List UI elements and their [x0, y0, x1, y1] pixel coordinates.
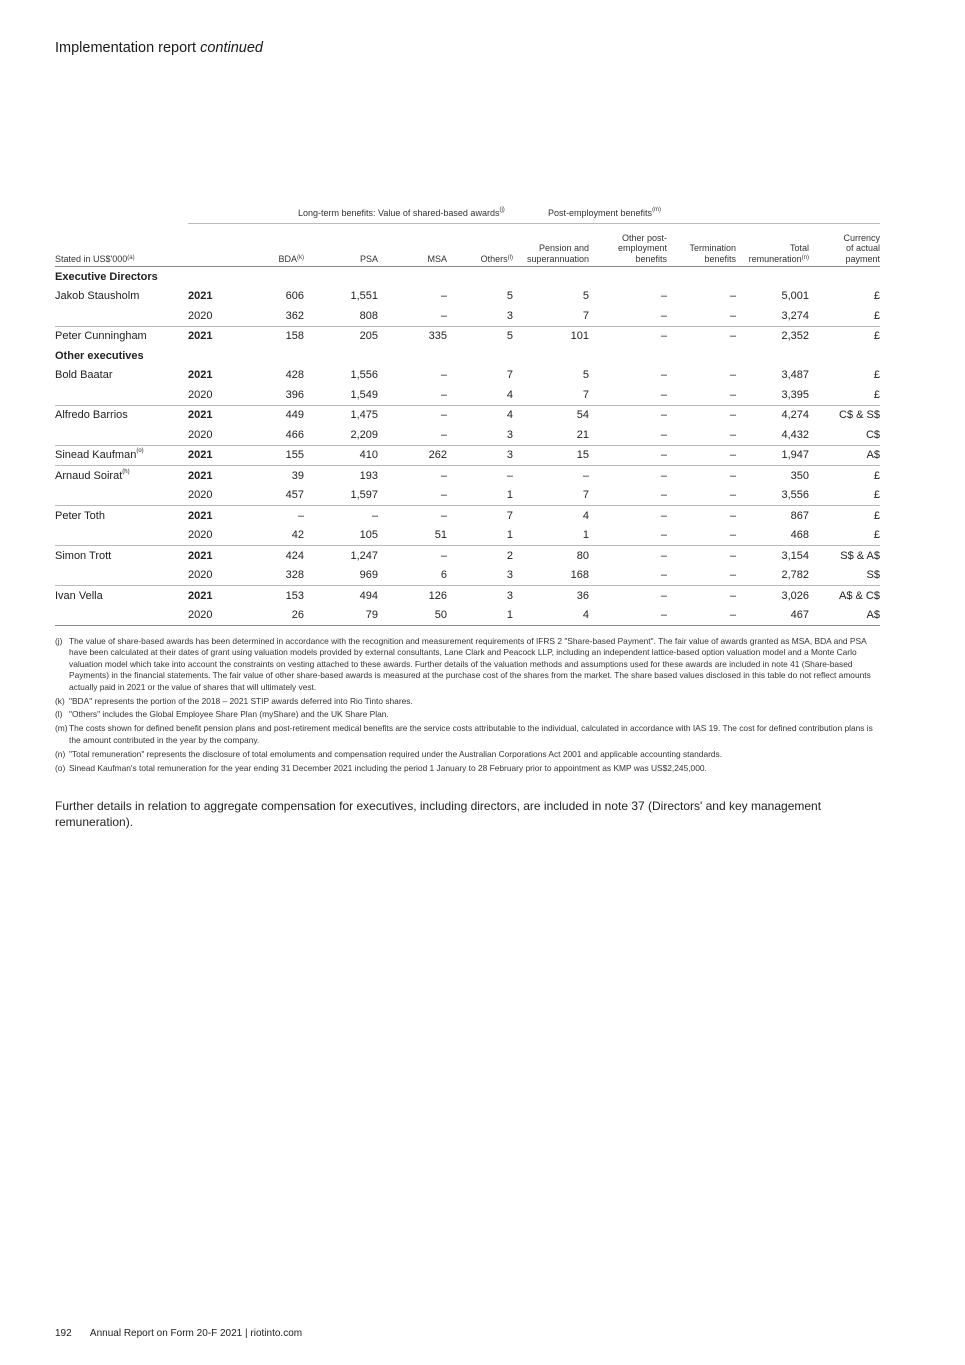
- cell-others: 4: [447, 405, 513, 425]
- cell-bda: 457: [285, 489, 304, 502]
- executive-name: Peter Toth: [55, 509, 105, 522]
- cell-currency: £: [873, 309, 880, 322]
- table-row: [55, 606, 880, 626]
- cell-others: 4: [506, 388, 513, 401]
- cell-term: –: [729, 428, 736, 441]
- cell-msa: 126: [378, 586, 447, 606]
- cell-others: 3: [447, 586, 513, 606]
- cell-currency: £: [809, 506, 880, 526]
- footnote-text: Sinead Kaufman's total remuneration for the year ending 31 December 2021 including the period 1 January to 28 February prior to appointment as KMP was US$2,245,000.: [69, 762, 707, 773]
- cell-msa: –: [440, 489, 447, 502]
- cell-opeb: –: [589, 405, 667, 425]
- cell-year: 2021: [188, 369, 213, 382]
- table-row: [55, 326, 880, 346]
- cell-psa: 1,556: [350, 369, 378, 382]
- cell-year: 2020: [188, 388, 213, 401]
- cell-pension: 54: [513, 405, 589, 425]
- cell-pension: 36: [513, 586, 589, 606]
- cell-bda: 396: [285, 388, 304, 401]
- cell-currency: A$: [809, 606, 880, 626]
- cell-term: –: [729, 388, 736, 401]
- cell-bda: 26: [242, 606, 304, 626]
- cell-currency: £: [873, 290, 880, 303]
- cell-pension: 5: [582, 369, 589, 382]
- cell-msa: –: [440, 309, 447, 322]
- col-header-other-post-employment: [589, 228, 667, 267]
- cell-others: 1: [506, 489, 513, 502]
- footnote-text: "BDA" represents the portion of the 2018 – 2021 STIP awards deferred into Rio Tinto shares.: [69, 695, 413, 706]
- cell-term: –: [729, 569, 736, 582]
- cell-term: –: [667, 546, 736, 566]
- cell-msa: –: [378, 506, 447, 526]
- col-header-others-label: Others: [480, 253, 508, 264]
- group-header-rule: [188, 223, 880, 224]
- cell-term: –: [667, 445, 736, 466]
- section-row: [55, 346, 880, 366]
- cell-others: 3: [506, 569, 513, 582]
- cell-bda: 328: [285, 569, 304, 582]
- footnote-text: The costs shown for defined benefit pension plans and post-retirement medical benefits are the service costs attributable to the individual, calculated in accordance with IAS 19. The cost for defined contribution plans is the amount contributed in the year by the company.: [69, 723, 873, 745]
- table-row: [55, 445, 880, 466]
- group-header-post-employment-note: (m): [652, 207, 662, 213]
- executive-name: Bold Baatar: [55, 369, 113, 382]
- cell-name: [55, 366, 188, 386]
- cell-others: 2: [447, 546, 513, 566]
- cell-bda: 424: [242, 546, 304, 566]
- cell-opeb: –: [660, 428, 667, 441]
- col-header-msa: MSA: [378, 228, 447, 267]
- col-header-currency-line3: payment: [845, 253, 880, 264]
- cell-name: [55, 385, 188, 405]
- executive-name: Jakob Stausholm: [55, 290, 140, 303]
- executive-name: Sinead Kaufman: [55, 449, 137, 462]
- col-header-pension-line2: superannuation: [526, 253, 589, 264]
- cell-total: 2,782: [781, 569, 809, 582]
- cell-others: 5: [447, 326, 513, 346]
- cell-term: –: [729, 290, 736, 303]
- page-number: 192: [55, 1328, 72, 1339]
- cell-year: 2021: [188, 506, 242, 526]
- cell-total: 3,556: [781, 489, 809, 502]
- closing-paragraph: Further details in relation to aggregate compensation for executives, including directors, are included in note 37 (Directors' and key management remuneration).: [55, 799, 822, 829]
- cell-msa: 50: [378, 606, 447, 626]
- footnote-text: "Total remuneration" represents the disclosure of total emoluments and compensation required under the Australian Corporations Act 2001 and applicable accounting standards.: [69, 748, 723, 759]
- cell-currency: £: [809, 326, 880, 346]
- col-header-opeb-line2: employment: [617, 243, 667, 253]
- cell-bda: 428: [285, 369, 304, 382]
- cell-psa: 1,549: [350, 388, 378, 401]
- cell-year: 2020: [188, 529, 213, 542]
- cell-bda: 606: [285, 290, 304, 303]
- cell-name: [55, 445, 188, 466]
- page-title: [55, 40, 263, 56]
- table-row: [55, 366, 880, 386]
- cell-year: 2021: [188, 586, 242, 606]
- cell-currency: A$ & C$: [809, 586, 880, 606]
- col-header-currency-line1: Currency: [843, 232, 880, 243]
- col-header-opeb-line1: Other post-: [621, 232, 667, 243]
- cell-pension: 5: [582, 290, 589, 303]
- cell-pension: 1: [582, 529, 589, 542]
- cell-term: –: [667, 586, 736, 606]
- col-header-stated-label: Stated in US$'000: [55, 253, 128, 264]
- cell-msa: –: [440, 428, 447, 441]
- cell-psa: 1,551: [350, 290, 378, 303]
- cell-opeb: –: [589, 445, 667, 466]
- footnote: [55, 723, 881, 746]
- col-header-total-note: (n): [801, 254, 809, 261]
- col-header-termination: [667, 228, 736, 267]
- cell-psa: 969: [359, 569, 378, 582]
- table-row: [55, 526, 880, 546]
- table-row: [55, 546, 880, 566]
- section-label: Other executives: [55, 349, 144, 362]
- cell-opeb: –: [589, 326, 667, 346]
- col-header-bda-note: (k): [297, 254, 304, 261]
- cell-year: 2020: [188, 606, 242, 626]
- footnote-mark: (j): [55, 636, 63, 646]
- footnote: [55, 696, 881, 707]
- cell-others: 7: [447, 506, 513, 526]
- cell-opeb: –: [660, 529, 667, 542]
- cell-opeb: –: [660, 369, 667, 382]
- col-header-opeb-line3: benefits: [635, 253, 667, 264]
- cell-others: 3: [506, 309, 513, 322]
- cell-others: 1: [506, 529, 513, 542]
- cell-currency: £: [873, 369, 880, 382]
- col-header-others: [447, 228, 513, 267]
- group-header-long-term: [298, 208, 505, 218]
- cell-year: 2020: [188, 569, 213, 582]
- col-header-bda: [242, 228, 304, 267]
- cell-currency: S$: [866, 569, 880, 582]
- table-row: [55, 306, 880, 326]
- cell-opeb: –: [660, 290, 667, 303]
- cell-pension: 80: [513, 546, 589, 566]
- col-header-stated: [55, 228, 188, 267]
- col-header-psa: PSA: [304, 228, 378, 267]
- cell-msa: 262: [378, 445, 447, 466]
- cell-total: 4,274: [736, 405, 809, 425]
- cell-opeb: –: [660, 489, 667, 502]
- cell-currency: C$ & S$: [809, 405, 880, 425]
- table-row: [55, 466, 880, 486]
- cell-name: [55, 506, 188, 526]
- cell-bda: 42: [291, 529, 304, 542]
- cell-bda: 158: [242, 326, 304, 346]
- cell-others: –: [447, 466, 513, 486]
- footnote-mark: (l): [55, 709, 63, 720]
- group-header-post-employment-label: Post-employment benefits: [548, 208, 653, 218]
- cell-others: 7: [506, 369, 513, 382]
- cell-term: –: [729, 489, 736, 502]
- cell-term: –: [667, 466, 736, 486]
- section-row: [55, 267, 880, 287]
- page-footer: [55, 1328, 302, 1339]
- table-row: [55, 425, 880, 445]
- executive-name: Ivan Vella: [55, 589, 103, 602]
- cell-msa: –: [378, 405, 447, 425]
- cell-others: 3: [506, 428, 513, 441]
- cell-total: 3,274: [781, 309, 809, 322]
- cell-others: 1: [447, 606, 513, 626]
- cell-psa: 193: [304, 466, 378, 486]
- footer-site: riotinto.com: [250, 1328, 303, 1339]
- footnote-text: The value of share-based awards has been determined in accordance with the recognition and measurement requirements of IFRS 2 "Share-based Payment". The fair value of awards granted as MSA, BDA and PSA have been calculated at their dates of grant using valuation models provided by external consultants, Lane Clark and Peacock LLP, including an independent lattice-based option valuation model and a Monte Carlo valuation model which take into account the constraints on vesting attached to these awards. Further details of the valuation methods and assumptions used for these awards are included in note 41 (Share-based Payments) in the financial statements. The fair value of other share-based awards is measured at the purchase cost of the shares from the market. The share based values disclosed in this table do not reflect amounts actually paid in 2021 or the value of shares that will ultimately vest.: [69, 636, 871, 692]
- cell-msa: 51: [434, 529, 447, 542]
- table-row: [55, 506, 880, 526]
- cell-currency: £: [873, 489, 880, 502]
- footnote-mark: (n): [55, 748, 66, 759]
- cell-pension: 168: [570, 569, 589, 582]
- cell-name: [55, 466, 188, 486]
- cell-psa: 205: [304, 326, 378, 346]
- table-body: [55, 267, 880, 626]
- cell-pension: 7: [582, 489, 589, 502]
- cell-term: –: [729, 309, 736, 322]
- table-row: [55, 385, 880, 405]
- cell-pension: 101: [513, 326, 589, 346]
- cell-year: 2021: [188, 290, 213, 303]
- cell-msa: 335: [378, 326, 447, 346]
- col-header-term-line1: Termination: [689, 243, 736, 253]
- cell-currency: A$: [809, 445, 880, 466]
- cell-total: 467: [736, 606, 809, 626]
- cell-msa: –: [440, 369, 447, 382]
- cell-opeb: –: [589, 606, 667, 626]
- cell-year: 2020: [188, 309, 213, 322]
- cell-term: –: [729, 369, 736, 382]
- cell-bda: 466: [285, 428, 304, 441]
- table-row: [55, 405, 880, 425]
- table-row: [55, 486, 880, 506]
- group-header-long-term-label: Long-term benefits: Value of shared-based awards: [298, 208, 500, 218]
- cell-psa: 808: [359, 309, 378, 322]
- executive-name: Simon Trott: [55, 549, 112, 562]
- cell-opeb: –: [589, 546, 667, 566]
- cell-psa: 105: [359, 529, 378, 542]
- cell-pension: 21: [576, 428, 589, 441]
- cell-others: 3: [447, 445, 513, 466]
- table-header-row: [55, 228, 880, 267]
- cell-year: 2020: [188, 428, 213, 441]
- cell-total: 468: [790, 529, 809, 542]
- cell-bda: 449: [242, 405, 304, 425]
- cell-term: –: [667, 506, 736, 526]
- cell-name: [55, 326, 188, 346]
- col-header-stated-note: (a): [127, 254, 135, 261]
- cell-term: –: [667, 326, 736, 346]
- cell-currency: C$: [865, 428, 880, 441]
- footnote-mark: (o): [55, 762, 66, 773]
- cell-pension: 4: [513, 506, 589, 526]
- cell-name: [55, 287, 188, 307]
- col-header-pension: [513, 228, 589, 267]
- cell-opeb: –: [589, 506, 667, 526]
- remuneration-table: [55, 228, 880, 626]
- cell-msa: 6: [440, 569, 447, 582]
- footnote-mark: (k): [55, 695, 65, 706]
- cell-opeb: –: [660, 388, 667, 401]
- cell-total: 3,487: [781, 369, 809, 382]
- cell-psa: 79: [304, 606, 378, 626]
- cell-total: 350: [736, 466, 809, 486]
- col-header-others-note: (l): [507, 254, 513, 261]
- executive-name-note: (h): [122, 468, 130, 475]
- cell-name: [55, 566, 188, 586]
- cell-total: 4,432: [781, 428, 809, 441]
- page-title-suffix: continued: [200, 40, 263, 56]
- cell-year: 2021: [188, 466, 242, 486]
- cell-total: 2,352: [736, 326, 809, 346]
- cell-name: [55, 486, 188, 506]
- cell-psa: 494: [304, 586, 378, 606]
- col-header-term-line2: benefits: [704, 253, 736, 264]
- page-title-main: Implementation report: [55, 40, 197, 56]
- cell-opeb: –: [589, 466, 667, 486]
- executive-name: Arnaud Soirat: [55, 469, 123, 482]
- col-header-bda-label: BDA: [278, 253, 297, 264]
- group-header-post-employment: [548, 208, 661, 218]
- cell-total: 1,947: [736, 445, 809, 466]
- cell-psa: 1,597: [350, 489, 378, 502]
- cell-term: –: [729, 529, 736, 542]
- col-header-pension-line1: Pension and: [538, 243, 589, 253]
- col-header-total-line1: Total: [789, 243, 809, 253]
- cell-term: –: [667, 405, 736, 425]
- col-header-currency: [809, 228, 880, 267]
- executive-name: Peter Cunningham: [55, 330, 147, 343]
- cell-year: 2021: [188, 326, 242, 346]
- cell-currency: £: [809, 466, 880, 486]
- cell-pension: –: [513, 466, 589, 486]
- cell-psa: 410: [304, 445, 378, 466]
- executive-name: Alfredo Barrios: [55, 409, 128, 422]
- col-header-total: [736, 228, 809, 267]
- cell-pension: 7: [582, 388, 589, 401]
- cell-pension: 7: [582, 309, 589, 322]
- cell-bda: 39: [242, 466, 304, 486]
- group-header-long-term-note: (j): [499, 207, 505, 213]
- cell-currency: S$ & A$: [809, 546, 880, 566]
- footnote: [55, 749, 881, 760]
- cell-msa: –: [378, 546, 447, 566]
- executive-name-note: (o): [136, 448, 144, 455]
- section-label: Executive Directors: [55, 270, 158, 283]
- col-header-year: [188, 228, 242, 267]
- table-row: [55, 586, 880, 606]
- cell-year: 2021: [188, 546, 242, 566]
- cell-psa: 1,475: [304, 405, 378, 425]
- cell-opeb: –: [589, 586, 667, 606]
- cell-name: [55, 425, 188, 445]
- col-header-total-line2: remuneration: [748, 253, 802, 264]
- cell-term: –: [667, 606, 736, 626]
- cell-name: [55, 306, 188, 326]
- cell-currency: £: [873, 529, 880, 542]
- cell-total: 3,395: [781, 388, 809, 401]
- cell-name: [55, 405, 188, 425]
- footnote-text: "Others" includes the Global Employee Share Plan (myShare) and the UK Share Plan.: [69, 709, 389, 720]
- cell-opeb: –: [660, 309, 667, 322]
- cell-psa: 1,247: [304, 546, 378, 566]
- cell-msa: –: [440, 388, 447, 401]
- cell-bda: 153: [242, 586, 304, 606]
- cell-name: [55, 546, 188, 566]
- cell-opeb: –: [660, 569, 667, 582]
- footnotes: [55, 636, 881, 776]
- footnote: [55, 763, 881, 774]
- cell-year: 2021: [188, 445, 242, 466]
- footnote: [55, 636, 881, 693]
- cell-pension: 4: [513, 606, 589, 626]
- table-row: [55, 566, 880, 586]
- col-header-currency-line2: of actual: [845, 243, 880, 253]
- cell-bda: –: [242, 506, 304, 526]
- cell-msa: –: [378, 466, 447, 486]
- cell-psa: –: [304, 506, 378, 526]
- cell-bda: 362: [285, 309, 304, 322]
- footnote: [55, 709, 881, 720]
- cell-total: 3,154: [736, 546, 809, 566]
- cell-others: 5: [506, 290, 513, 303]
- cell-pension: 15: [513, 445, 589, 466]
- cell-name: [55, 526, 188, 546]
- cell-total: 5,001: [781, 290, 809, 303]
- cell-total: 3,026: [736, 586, 809, 606]
- cell-bda: 155: [242, 445, 304, 466]
- cell-psa: 2,209: [350, 428, 378, 441]
- cell-total: 867: [736, 506, 809, 526]
- cell-name: [55, 586, 188, 606]
- cell-msa: –: [440, 290, 447, 303]
- table-row: [55, 287, 880, 307]
- footnote-mark: (m): [55, 723, 68, 734]
- cell-name: [55, 606, 188, 626]
- cell-year: 2020: [188, 489, 213, 502]
- cell-currency: £: [873, 388, 880, 401]
- cell-year: 2021: [188, 405, 242, 425]
- footer-report-name: Annual Report on Form 20-F 2021: [89, 1328, 243, 1339]
- footer-separator: |: [245, 1328, 248, 1339]
